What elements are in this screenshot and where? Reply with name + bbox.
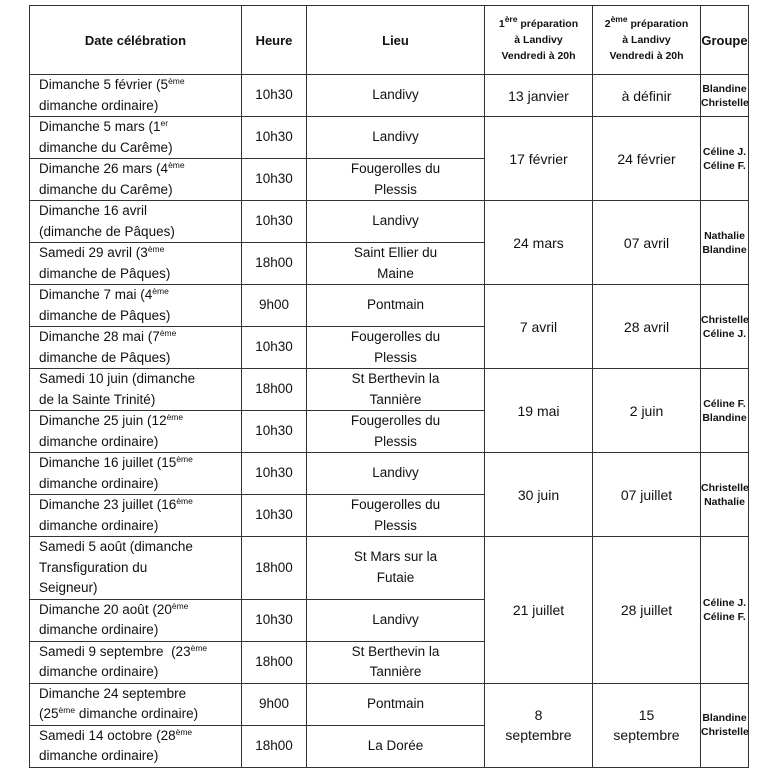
heure-cell: 18h00 (242, 243, 307, 285)
schedule-table (29, 5, 749, 768)
lieu-cell: St Mars sur la Futaie (307, 537, 485, 600)
prep2-cell: 07 juillet (593, 453, 701, 537)
heure-cell: 18h00 (242, 725, 307, 767)
header-prep2: 2ème préparation à Landivy Vendredi à 20h (593, 6, 701, 75)
prep1-cell: 24 mars (485, 201, 593, 285)
heure-cell: 18h00 (242, 369, 307, 411)
lieu-cell: Landivy (307, 75, 485, 117)
date-cell: Dimanche 5 février (5ème dimanche ordinaire) (30, 75, 242, 117)
groupe-cell: Nathalie Blandine (701, 201, 749, 285)
prep2-cell: 2 juin (593, 369, 701, 453)
header-groupe: Groupe (701, 6, 749, 75)
date-cell: Samedi 29 avril (3ème dimanche de Pâques) (30, 243, 242, 285)
heure-cell: 10h30 (242, 117, 307, 159)
table-row (30, 75, 749, 117)
groupe-cell: Céline F. Blandine (701, 369, 749, 453)
heure-cell: 18h00 (242, 537, 307, 600)
header-lieu: Lieu (307, 6, 485, 75)
date-cell: Dimanche 16 avril (dimanche de Pâques) (30, 201, 242, 243)
prep1-cell: 19 mai (485, 369, 593, 453)
header-date: Date célébration (30, 6, 242, 75)
date-cell: Samedi 5 août (dimanche Transfiguration du Seigneur) (30, 537, 242, 600)
lieu-cell: Fougerolles du Plessis (307, 159, 485, 201)
heure-cell: 10h30 (242, 327, 307, 369)
date-cell: Samedi 10 juin (dimanche de la Sainte Trinité) (30, 369, 242, 411)
header-prep1: 1ère préparation à Landivy Vendredi à 20h (485, 6, 593, 75)
lieu-cell: Saint Ellier du Maine (307, 243, 485, 285)
lieu-cell: Fougerolles du Plessis (307, 495, 485, 537)
header-row (30, 6, 749, 75)
lieu-cell: Landivy (307, 453, 485, 495)
lieu-cell: Landivy (307, 117, 485, 159)
date-cell: Dimanche 7 mai (4ème dimanche de Pâques) (30, 285, 242, 327)
prep1-cell: 30 juin (485, 453, 593, 537)
table-row (30, 369, 749, 411)
lieu-cell: Fougerolles du Plessis (307, 327, 485, 369)
groupe-cell: Christelle Céline J. (701, 285, 749, 369)
prep2-cell: 07 avril (593, 201, 701, 285)
table-row (30, 285, 749, 327)
date-cell: Dimanche 28 mai (7ème dimanche de Pâques) (30, 327, 242, 369)
prep1-cell: 13 janvier (485, 75, 593, 117)
lieu-cell: Landivy (307, 201, 485, 243)
table-row (30, 201, 749, 243)
prep2-cell: à définir (593, 75, 701, 117)
heure-cell: 10h30 (242, 453, 307, 495)
date-cell: Dimanche 25 juin (12ème dimanche ordinaire) (30, 411, 242, 453)
date-cell: Dimanche 5 mars (1er dimanche du Carême) (30, 117, 242, 159)
header-heure: Heure (242, 6, 307, 75)
lieu-cell: St Berthevin la Tannière (307, 641, 485, 683)
heure-cell: 10h30 (242, 75, 307, 117)
heure-cell: 10h30 (242, 599, 307, 641)
groupe-cell: Blandine Christelle (701, 75, 749, 117)
lieu-cell: Pontmain (307, 285, 485, 327)
date-cell: Samedi 9 septembre (23ème dimanche ordinaire) (30, 641, 242, 683)
lieu-cell: Pontmain (307, 683, 485, 725)
table-row (30, 683, 749, 725)
prep1-cell: 21 juillet (485, 537, 593, 684)
groupe-cell: Christelle Nathalie (701, 453, 749, 537)
heure-cell: 10h30 (242, 495, 307, 537)
lieu-cell: Fougerolles du Plessis (307, 411, 485, 453)
prep2-cell: 28 avril (593, 285, 701, 369)
heure-cell: 18h00 (242, 641, 307, 683)
prep1-cell: 8 septembre (485, 683, 593, 767)
table-row (30, 117, 749, 159)
prep1-cell: 17 février (485, 117, 593, 201)
date-cell: Samedi 14 octobre (28ème dimanche ordinaire) (30, 725, 242, 767)
heure-cell: 10h30 (242, 159, 307, 201)
lieu-cell: La Dorée (307, 725, 485, 767)
lieu-cell: Landivy (307, 599, 485, 641)
groupe-cell: Céline J. Céline F. (701, 117, 749, 201)
heure-cell: 9h00 (242, 285, 307, 327)
date-cell: Dimanche 23 juillet (16ème dimanche ordinaire) (30, 495, 242, 537)
table-row (30, 537, 749, 600)
prep2-cell: 24 février (593, 117, 701, 201)
date-cell: Dimanche 16 juillet (15ème dimanche ordinaire) (30, 453, 242, 495)
prep2-cell: 15 septembre (593, 683, 701, 767)
heure-cell: 9h00 (242, 683, 307, 725)
groupe-cell: Céline J. Céline F. (701, 537, 749, 684)
groupe-cell: Blandine Christelle (701, 683, 749, 767)
heure-cell: 10h30 (242, 411, 307, 453)
date-cell: Dimanche 26 mars (4ème dimanche du Carême) (30, 159, 242, 201)
date-cell: Dimanche 20 août (20ème dimanche ordinaire) (30, 599, 242, 641)
heure-cell: 10h30 (242, 201, 307, 243)
date-cell: Dimanche 24 septembre (25ème dimanche ordinaire) (30, 683, 242, 725)
prep2-cell: 28 juillet (593, 537, 701, 684)
lieu-cell: St Berthevin la Tannière (307, 369, 485, 411)
prep1-cell: 7 avril (485, 285, 593, 369)
table-row (30, 453, 749, 495)
